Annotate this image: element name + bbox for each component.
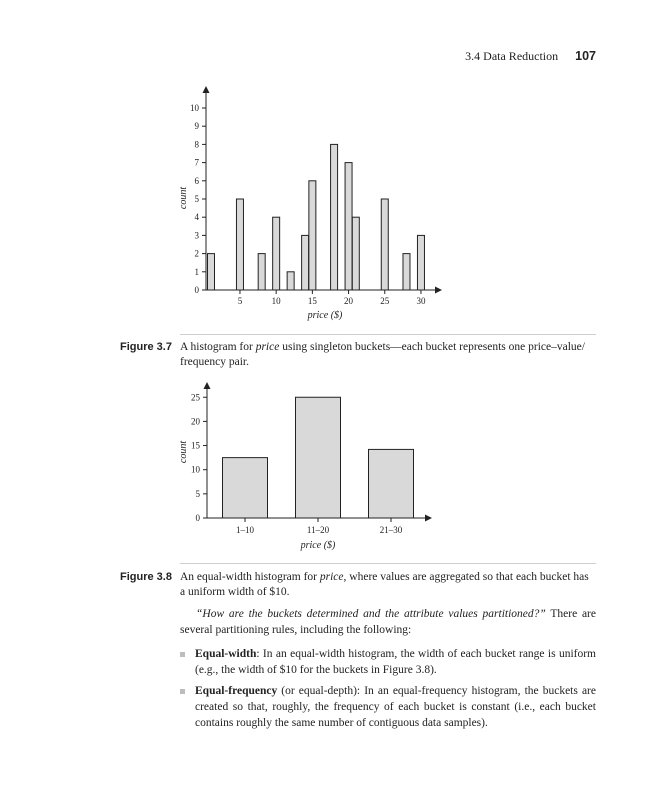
figure-3-7-caption [120,340,596,370]
intro-paragraph [180,606,596,638]
x-tick-label: 11–20 [306,525,330,535]
x-tick-label: 10 [271,296,281,306]
x-tick-label: 1–10 [236,525,254,535]
y-tick-label: 9 [194,121,199,132]
x-tick-label: 20 [344,296,354,306]
y-tick-label: 1 [194,266,199,277]
caption-text [180,340,596,370]
caption-text [180,570,596,600]
figure-3-8-chart [0,380,648,550]
y-axis-arrow [204,382,211,389]
histogram-bar [352,217,359,290]
histogram-bar [369,449,414,518]
partitioning-rules-list [180,646,596,731]
y-tick-label: 7 [194,157,199,168]
page-number: 107 [575,49,596,63]
y-tick-label: 2 [194,248,199,259]
section-title: 3.4 Data Reduction [465,49,559,63]
intro-question: “How are the buckets determined and the attribute values partitioned?” [196,608,546,620]
histogram-bar [345,163,352,290]
caption-part: using singleton buckets—each bucket represents one price–value/ frequency pair. [180,341,585,368]
y-tick-label: 8 [194,139,199,150]
caption-emphasis: price [255,341,280,353]
figure-label: Figure 3.7 [120,341,172,353]
histogram-bar [331,144,338,290]
bullet-term: Equal-width [195,648,257,660]
y-tick-label: 3 [194,230,199,241]
figure-3-8-caption [120,570,596,600]
y-tick-label: 5 [194,194,199,204]
y-tick-label: 10 [190,103,199,113]
bullet-square-icon [180,689,185,694]
x-tick-label: 30 [416,296,426,306]
body-text [180,606,596,736]
y-tick-label: 20 [191,416,200,427]
histogram-bar [273,217,280,290]
x-tick-label: 5 [237,296,243,306]
x-axis-arrow [425,515,432,522]
y-tick-label: 0 [194,285,199,295]
caption-emphasis: price [319,571,344,583]
histogram-bar [296,397,341,518]
histogram-bar [287,272,294,290]
list-item [180,683,596,731]
x-tick-label: 15 [307,296,317,306]
y-tick-label: 6 [194,175,199,186]
histogram-bar [208,254,215,290]
x-tick-label: 21–30 [379,525,403,535]
bullet-text: : In an equal-width histogram, the width of each bucket range is uniform (e.g., the width of $10 for the buckets in Figure 3.8). [195,648,596,676]
y-tick-label: 5 [195,488,200,499]
bullet-term: Equal-frequency [195,685,278,697]
histogram-bar [403,254,410,290]
y-axis-label: count [178,440,189,464]
y-tick-label: 0 [195,513,200,523]
caption-part: An equal-width histogram for [180,571,320,583]
y-tick-label: 25 [191,392,200,403]
histogram-bar [309,181,316,290]
y-tick-label: 10 [191,464,200,475]
x-axis-arrow [435,287,442,294]
caption-part: A histogram for [180,341,256,353]
figure-3-7-chart [0,0,648,330]
x-axis-label: price ($) [307,310,343,321]
y-tick-label: 4 [194,212,199,223]
caption-part: , where values are aggregated so that each bucket has a uniform width of $10. [180,571,589,598]
figure-3-8-rule [180,563,596,564]
histogram-bar [302,235,309,290]
bullet-text: (or equal-depth): In an equal-frequency histogram, the buckets are created so that, roughly, the frequency of each bucket is constant (i.e., each bucket contains roughly the same number of contiguous data samples). [195,685,596,729]
histogram-bar [381,199,388,290]
y-axis-arrow [203,86,210,93]
intro-rest: There are several partitioning rules, including the following: [180,608,596,636]
figure-3-7-rule [180,334,596,335]
figure-label: Figure 3.8 [120,571,172,583]
x-axis-label: price ($) [300,540,336,551]
list-item [180,646,596,678]
histogram-bar [258,254,265,290]
histogram-bar [223,458,268,518]
histogram-bar [236,199,243,290]
histogram-bar [417,235,424,290]
x-tick-label: 25 [380,296,390,306]
y-axis-label: count [178,186,189,210]
bullet-square-icon [180,652,185,657]
y-tick-label: 15 [191,440,200,451]
